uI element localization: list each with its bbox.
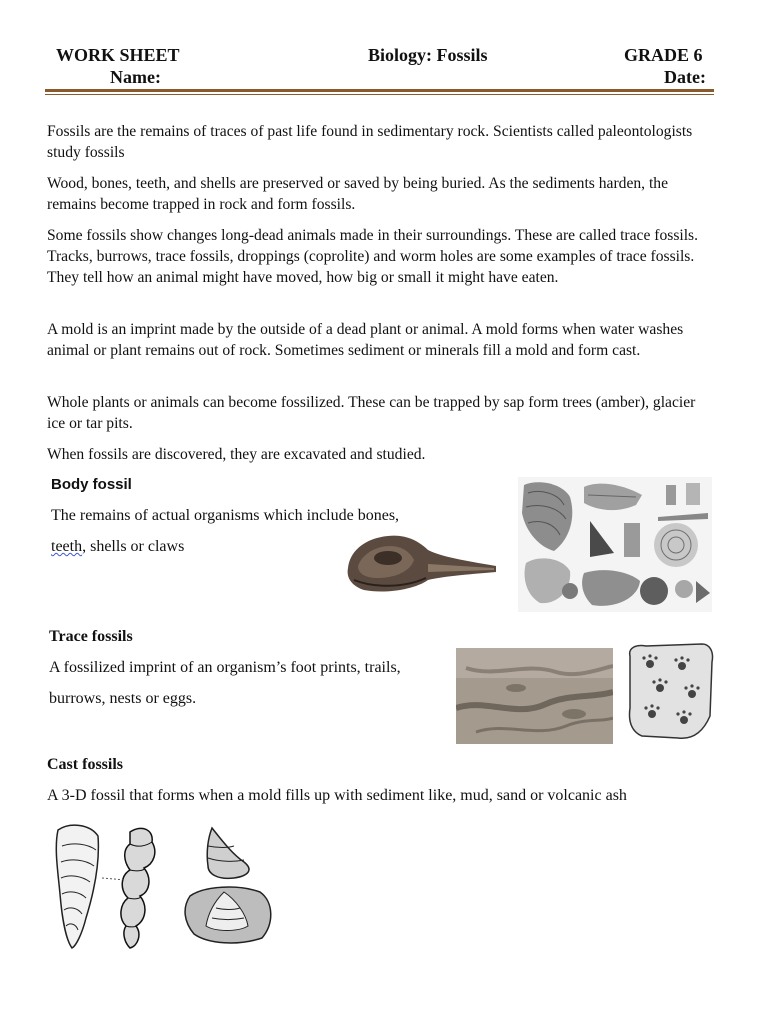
paragraph-whole: Whole plants or animals can become fossilized. These can be trapped by sap form trees (amber), glacier ice or tar pits. <box>47 394 696 432</box>
paragraph-trace: Some fossils show changes long-dead animals made in their surroundings. These are called trace fossils. Tracks, burrows, trace fossils, droppings (coprolite) and worm holes are some examples of trace fossils. They tell how an animal might have moved, how big or small it might have eaten. <box>47 227 699 286</box>
body-fossil-desc-line2 <box>51 538 184 556</box>
footprint-slab-image <box>624 642 716 742</box>
header-rule-thin <box>45 94 714 95</box>
header-rule-thick <box>45 89 714 92</box>
paragraph-mold: A mold is an imprint made by the outside of a dead plant or animal. A mold forms when water washes animal or plant remains out of rock. Sometimes sediment or minerals fill a mold and form cast. <box>47 321 684 359</box>
cast-fossil-desc: A 3-D fossil that forms when a mold fills up with sediment like, mud, sand or volcanic ash <box>47 787 627 804</box>
paragraph-discovery: When fossils are discovered, they are excavated and studied. <box>47 446 426 463</box>
name-label: Name: <box>110 67 161 87</box>
trace-fossil-title: Trace fossils <box>49 628 133 645</box>
paragraph-preservation: Wood, bones, teeth, and shells are preserved or saved by being buried. As the sediments harden, the remains become trapped in rock and form fossils. <box>47 175 669 213</box>
body-fossil-desc-line1: The remains of actual organisms which include bones, <box>51 507 400 524</box>
subject-title: Biology: Fossils <box>368 45 488 65</box>
body-fossil-desc-rest: , shells or claws <box>82 538 185 555</box>
fossil-skull-image <box>344 528 500 598</box>
spellcheck-word: teeth <box>51 538 83 555</box>
worksheet-label: WORK SHEET <box>56 45 180 65</box>
trace-fossil-desc-line1: A fossilized imprint of an organism’s foot prints, trails, <box>49 659 401 676</box>
trace-fossil-desc-line2: burrows, nests or eggs. <box>49 690 197 707</box>
body-fossil-title: Body fossil <box>51 476 132 493</box>
trackway-photo-image <box>456 648 613 744</box>
cast-fossil-title: Cast fossils <box>47 756 124 773</box>
cast-shells-image <box>48 822 280 950</box>
date-label: Date: <box>664 67 706 87</box>
paragraph-intro: Fossils are the remains of traces of past life found in sedimentary rock. Scientists called paleontologists study fossils <box>47 123 693 161</box>
fossil-collection-image <box>518 477 712 612</box>
grade-label: GRADE 6 <box>624 45 703 65</box>
